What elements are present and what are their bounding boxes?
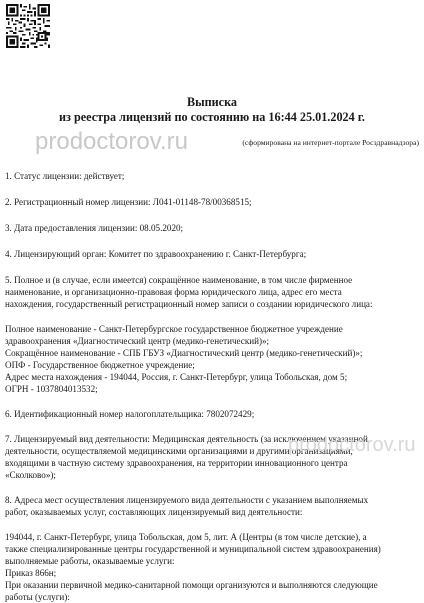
watermark: prodoctorov.ru xyxy=(35,128,188,155)
watermark-small: prodoctorov.ru xyxy=(288,434,416,456)
document-line: Адрес места нахождения - 194044, Россия, г. Санкт-Петербург, улица Тобольская, дом 5; xyxy=(5,372,348,382)
document-line: также специализированные центры государственной и муниципальной систем здравоохранения) xyxy=(5,544,381,554)
document-line: При оказании первичной медико-санитарной помощи организуются и выполняются следующие xyxy=(5,580,378,590)
document-line: выполняемые работы, оказываемые услуги: xyxy=(5,556,175,566)
document-line: 3. Дата предоставления лицензии: 08.05.2020; xyxy=(5,223,184,233)
document-line: 7. Лицензируемый вид деятельности: Медицинская деятельность (за исключением указанной xyxy=(5,434,368,444)
document-line: 1. Статус лицензии: действует; xyxy=(5,171,125,181)
document-title: Выписка xyxy=(186,95,238,109)
document-line: ОГРН - 1037804013532; xyxy=(5,384,98,394)
formed-note: (сформирована на интернет-портале Росздравнадзора) xyxy=(242,138,419,147)
document-line: наименование, и организационно-правовая форма юридического лица, адрес его места xyxy=(5,287,342,297)
document-line: деятельности, осуществляемой медицинскими организациями и другими организациями, xyxy=(5,446,353,456)
qr-code-icon xyxy=(6,4,50,48)
document-line: Приказ 866н; xyxy=(5,568,57,578)
document-line: работы (услуги): xyxy=(5,592,70,602)
document-line: 194044, г. Санкт-Петербург, улица Тобольская, дом 5, лит. А (Центры (в том числе детские), а xyxy=(5,532,367,542)
document-line: ОПФ - Государственное бюджетное учреждение; xyxy=(5,360,195,370)
document-subtitle: из реестра лицензий по состоянию на 16:44 25.01.2024 г. xyxy=(59,110,365,124)
document-line: «Сколково»); xyxy=(5,470,56,480)
document-line: 2. Регистрационный номер лицензии: Л041-01148-78/00368515; xyxy=(5,197,252,207)
document-line: Сокращённое наименование - СПБ ГБУЗ «Диагностический центр (медико-генетический)»; xyxy=(5,348,363,358)
document-line: 6. Идентификационный номер налогоплательщика: 7802072429; xyxy=(5,409,255,419)
document-line: 8. Адреса мест осуществления лицензируемого вида деятельности с указанием выполняемых xyxy=(5,495,369,505)
document-line: 4. Лицензирующий орган: Комитет по здравоохранению г. Санкт-Петербурга; xyxy=(5,249,307,259)
document-line: нахождения, государственный регистрационный номер записи о создании юридического лица: xyxy=(5,299,373,309)
document-line: входящими в частную систему здравоохранения, на территории инновационного центра xyxy=(5,458,348,468)
document-line: Полное наименование - Санкт-Петербургское государственное бюджетное учреждение xyxy=(5,324,343,334)
document-line: 5. Полное и (в случае, если имеется) сокращённое наименование, в том числе фирменное xyxy=(5,275,353,285)
document-line: работ, оказываемых услуг, составляющих лицензируемый вид деятельности: xyxy=(5,507,303,517)
document-line: здравоохранения «Диагностический центр (медико-генетический)»; xyxy=(5,336,270,346)
